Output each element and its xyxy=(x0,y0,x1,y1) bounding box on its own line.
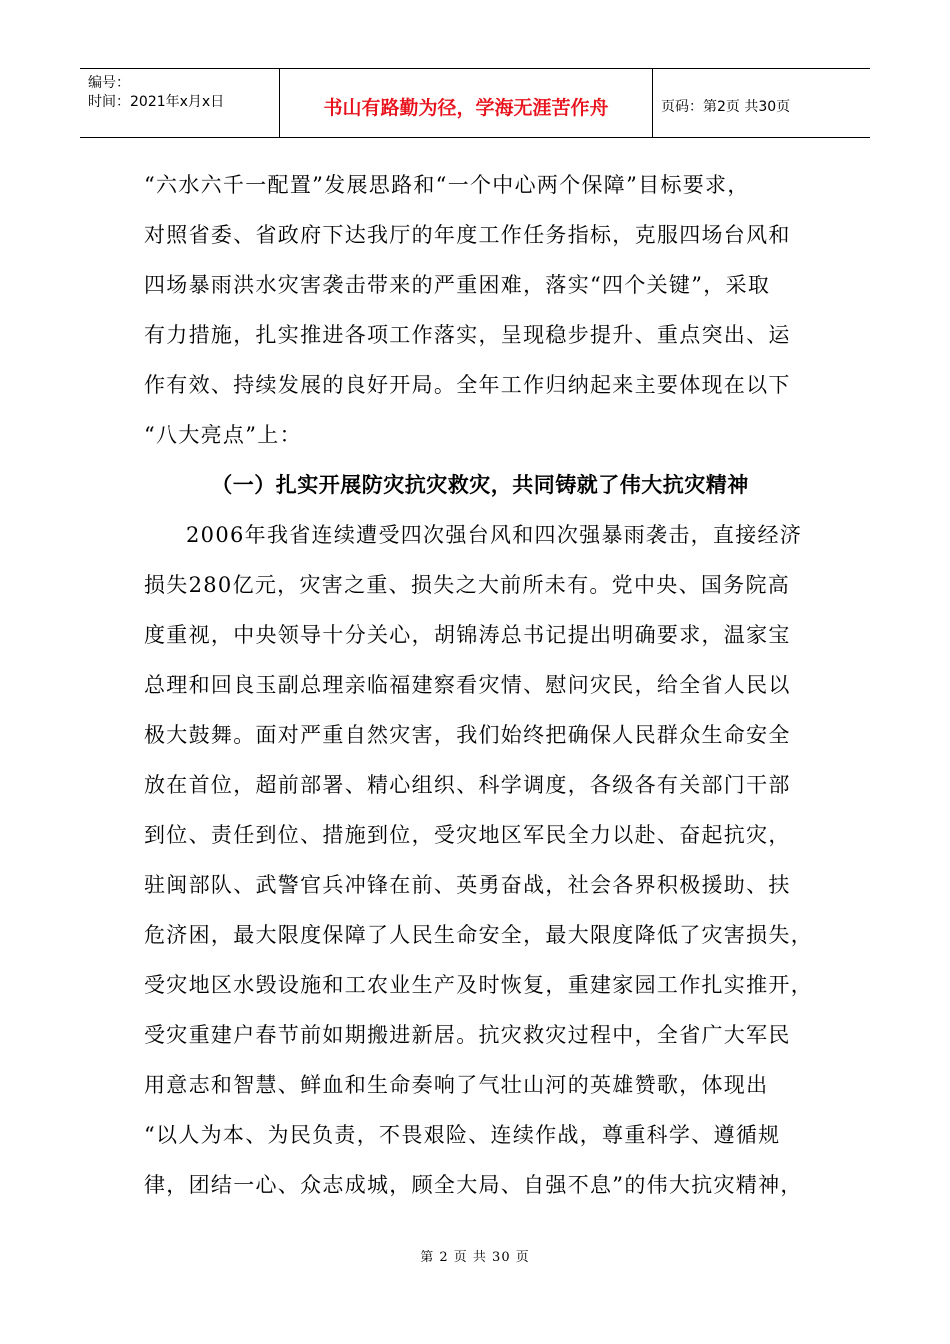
document-header xyxy=(80,68,870,138)
body-line: 到位、责任到位、措施到位，受灾地区军民全力以赴、奋起抗灾， xyxy=(144,823,791,847)
body-line: 四场暴雨洪水灾害袭击带来的严重困难，落实“四个关键”，采取 xyxy=(144,273,771,297)
body-line: 作有效、持续发展的良好开局。全年工作归纳起来主要体现在以下 xyxy=(144,373,791,397)
document-body xyxy=(144,160,816,1210)
document-date: 时间：2021年x月x日 xyxy=(88,94,225,110)
body-line: 危济困，最大限度保障了人民生命安全，最大限度降低了灾害损失， xyxy=(144,923,813,947)
body-line: 度重视，中央领导十分关心，胡锦涛总书记提出明确要求，温家宝 xyxy=(144,623,791,647)
body-line: 总理和回良玉副总理亲临福建察看灾情、慰问灾民，给全省人民以 xyxy=(144,673,791,697)
page-footer: 第 2 页 共 30 页 xyxy=(420,1250,530,1265)
header-meta xyxy=(80,69,280,137)
body-line: 受灾重建户春节前如期搬进新居。抗灾救灾过程中，全省广大军民 xyxy=(144,1023,791,1047)
document-number-label: 编号： xyxy=(88,75,130,91)
body-line: “以人为本、为民负责，不畏艰险、连续作战，尊重科学、遵循规 xyxy=(144,1123,781,1147)
body-line: 受灾地区水毁设施和工农业生产及时恢复，重建家园工作扎实推开， xyxy=(144,973,813,997)
body-line: “六水六千一配置”发展思路和“一个中心两个保障”目标要求， xyxy=(144,173,750,197)
body-line: 律，团结一心、众志成城，顾全大局、自强不息”的伟大抗灾精神， xyxy=(144,1173,803,1197)
body-line: 驻闽部队、武警官兵冲锋在前、英勇奋战，社会各界积极援助、扶 xyxy=(144,873,791,897)
body-line: “八大亮点”上： xyxy=(144,423,302,447)
body-line: 损失280亿元，灾害之重、损失之大前所未有。党中央、国务院高 xyxy=(144,573,791,597)
header-motto: 书山有路勤为径，学海无涯苦作舟 xyxy=(280,69,653,137)
body-line: 用意志和智慧、鲜血和生命奏响了气壮山河的英雄赞歌，体现出 xyxy=(144,1073,769,1097)
body-line: 极大鼓舞。面对严重自然灾害，我们始终把确保人民群众生命安全 xyxy=(144,723,791,747)
header-page-info: 页码：第2页 共30页 xyxy=(661,99,791,115)
body-line: 有力措施，扎实推进各项工作落实，呈现稳步提升、重点突出、运 xyxy=(144,323,791,347)
body-line: 对照省委、省政府下达我厅的年度工作任务指标，克服四场台风和 xyxy=(144,223,791,247)
body-line: 2006年我省连续遭受四次强台风和四次强暴雨袭击，直接经济 xyxy=(186,523,803,547)
body-line: 放在首位，超前部署、精心组织、科学调度，各级各有关部门干部 xyxy=(144,773,791,797)
section-heading: （一）扎实开展防灾抗灾救灾，共同铸就了伟大抗灾精神 xyxy=(211,473,749,497)
